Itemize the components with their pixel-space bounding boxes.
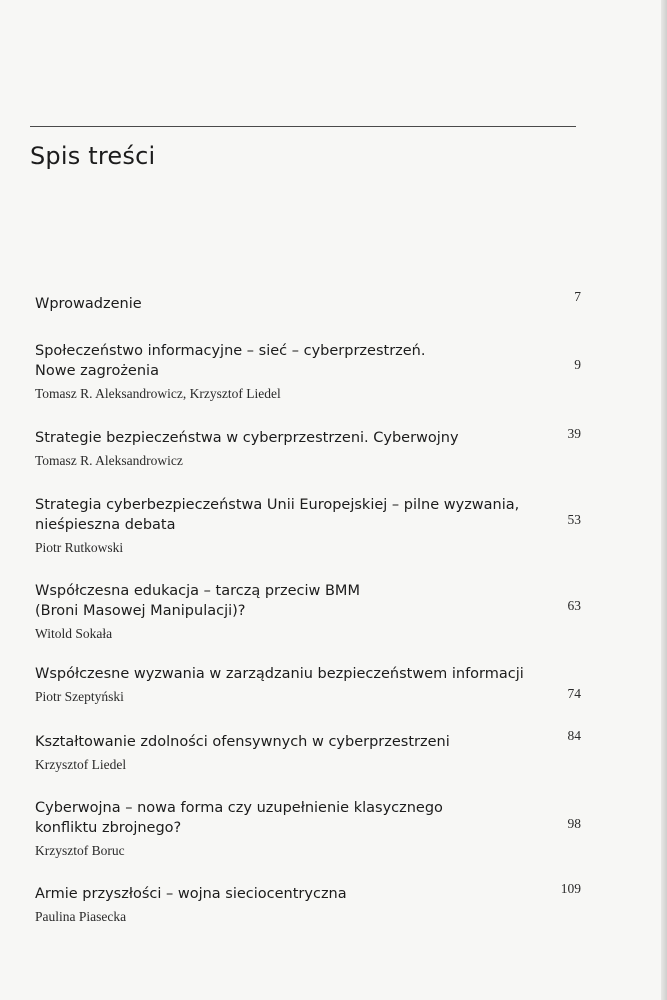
- entry-title-line: Społeczeństwo informacyjne – sieć – cyberprzestrzeń.: [35, 343, 426, 359]
- toc-entry[interactable]: [35, 881, 585, 925]
- entry-page-number: 9: [574, 357, 581, 372]
- entry-title: [35, 428, 585, 448]
- toc-entry[interactable]: [35, 428, 585, 469]
- entry-page-number: 98: [567, 816, 581, 831]
- entry-title-line: Strategie bezpieczeństwa w cyberprzestrzeni. Cyberwojny: [35, 430, 459, 446]
- page-title: Spis treści: [30, 142, 156, 170]
- entry-page-number: 74: [567, 686, 581, 701]
- entry-author: Piotr Szeptyński: [35, 689, 124, 704]
- entry-title: [35, 798, 585, 838]
- entry-author: Tomasz R. Aleksandrowicz, Krzysztof Liedel: [35, 386, 281, 401]
- entry-author: Tomasz R. Aleksandrowicz: [35, 453, 183, 468]
- entry-author: Krzysztof Boruc: [35, 843, 125, 858]
- entry-title-line: Współczesne wyzwania w zarządzaniu bezpieczeństwem informacji: [35, 666, 524, 682]
- entry-title-line: Cyberwojna – nowa forma czy uzupełnienie klasycznego: [35, 800, 443, 816]
- entry-page-number: 7: [574, 289, 581, 304]
- toc-entry-introduction[interactable]: [35, 289, 585, 314]
- toc-entry[interactable]: [35, 581, 585, 642]
- entry-title: [35, 581, 585, 621]
- toc-entry[interactable]: [35, 495, 585, 556]
- entry-author: Piotr Rutkowski: [35, 540, 124, 555]
- entry-title-line: Kształtowanie zdolności ofensywnych w cyberprzestrzeni: [35, 734, 450, 750]
- entry-page-number: 84: [567, 728, 581, 743]
- toc-entry[interactable]: [35, 798, 585, 859]
- entry-title-line: Strategia cyberbezpieczeństwa Unii Europejskiej – pilne wyzwania,: [35, 497, 520, 513]
- entry-title-line: nieśpieszna debata: [35, 517, 176, 533]
- entry-title-line: Współczesna edukacja – tarczą przeciw BMM: [35, 583, 360, 599]
- entry-title-line: Wprowadzenie: [35, 296, 142, 312]
- entry-title: [35, 341, 585, 381]
- entry-page-number: 53: [567, 512, 581, 527]
- header-rule: [30, 126, 576, 127]
- entry-title: [35, 495, 585, 535]
- entry-title-line: Armie przyszłości – wojna sieciocentryczna: [35, 886, 347, 902]
- entry-page-number: 109: [560, 881, 581, 896]
- entry-title-line: Nowe zagrożenia: [35, 363, 159, 379]
- entry-title-line: (Broni Masowej Manipulacji)?: [35, 603, 246, 619]
- entry-title: [35, 294, 585, 314]
- toc-entry[interactable]: [35, 728, 585, 773]
- entry-title: [35, 884, 585, 904]
- entry-author: Witold Sokała: [35, 626, 113, 641]
- entry-author: Krzysztof Liedel: [35, 757, 127, 772]
- entry-page-number: 39: [567, 426, 581, 441]
- entry-title-line: konfliktu zbrojnego?: [35, 820, 182, 836]
- page-edge-shadow: [661, 0, 667, 1000]
- entry-author: Paulina Piasecka: [35, 909, 127, 924]
- toc-entry[interactable]: [35, 341, 585, 402]
- entry-page-number: 63: [567, 598, 581, 613]
- entry-title: [35, 664, 585, 684]
- toc-entry[interactable]: [35, 664, 585, 705]
- entry-title: [35, 732, 585, 752]
